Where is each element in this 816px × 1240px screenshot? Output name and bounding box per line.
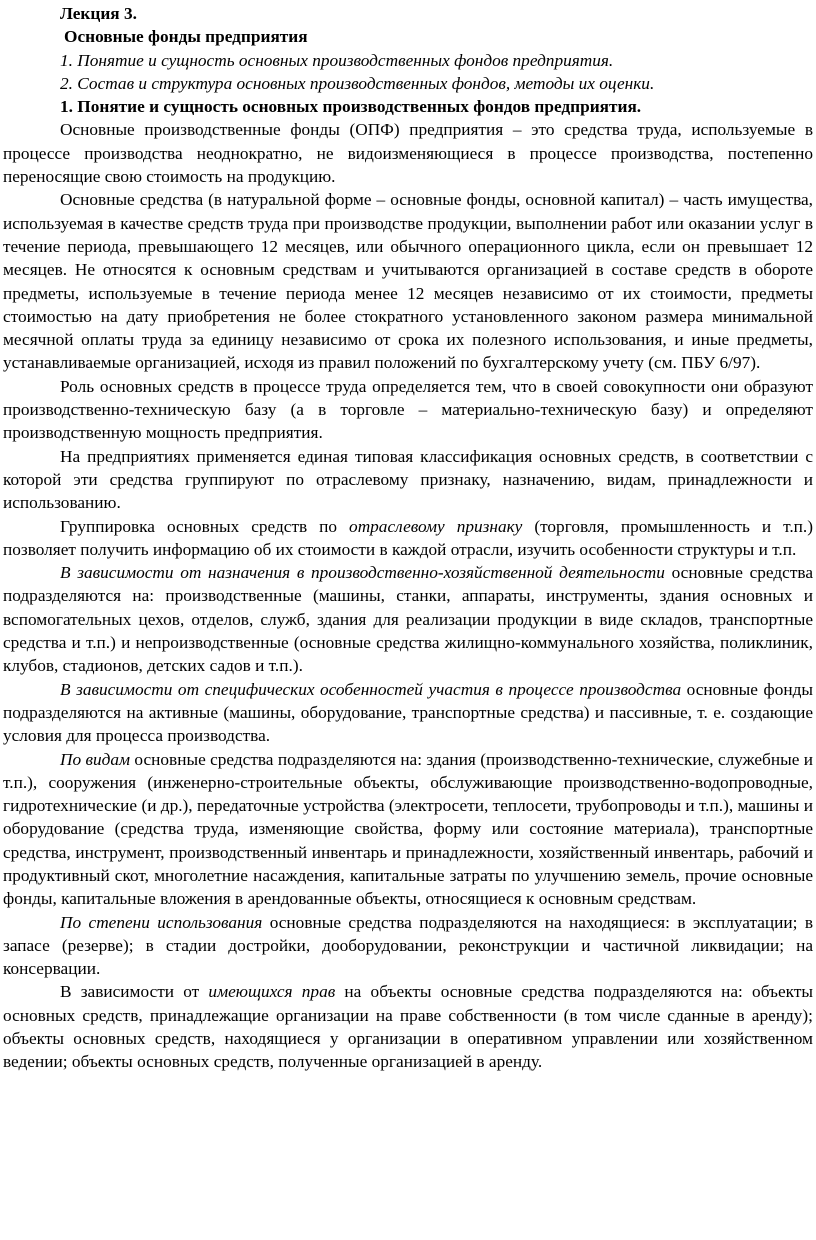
- toc-item-1: 1. Понятие и сущность основных производственных фондов предприятия.: [60, 50, 614, 70]
- emphasis-text: имеющихся прав: [208, 982, 336, 1002]
- emphasis-text: В зависимости от назначения в производственно-хозяйственной деятельности: [60, 563, 665, 583]
- emphasis-text: По видам: [60, 749, 131, 769]
- paragraph-by-rights: [3, 980, 813, 1073]
- paragraph-text: основные средства подразделяются на находящиеся: в эксплуатации; в запасе (резерве); в стадии достройки, дооборудовании, реконструкции и частичной ликвидации; на консервации.: [3, 912, 814, 979]
- paragraph-text: основные средства подразделяются на: производственные (машины, станки, аппараты, инструменты, здания основных и вспомогательных цехов, отделов, служб, здания для реализации продукции в виде складов, транспортные средства и т.п.) и непроизводственные (основные средства жилищно-коммунального хозяйства, поликлиник, клубов, стадионов, детских садов и т.п.).: [3, 563, 813, 676]
- emphasis-text: По степени использования: [60, 912, 263, 932]
- paragraph-industry-grouping: [3, 515, 813, 562]
- paragraph-classification: На предприятиях применяется единая типовая классификация основных средств, в соответствии с которой эти средства группируют по отраслевому признаку, назначению, видам, принадлежности и использованию.: [3, 446, 813, 513]
- section-heading: 1. Понятие и сущность основных производственных фондов предприятия.: [60, 97, 642, 117]
- paragraph-by-types: [3, 748, 813, 911]
- paragraph-text: Группировка основных средств по: [60, 516, 350, 536]
- emphasis-text: отраслевому признаку: [349, 516, 523, 536]
- paragraph-active-passive: [3, 678, 813, 748]
- paragraph-text: основные фонды подразделяются на активные (машины, оборудование, транспортные средства) и пассивные, т. е. создающие условия для процесса производства.: [3, 679, 813, 746]
- lecture-number: Лекция 3.: [60, 4, 137, 23]
- paragraph-by-usage: [3, 911, 813, 981]
- paragraph-fixed-assets-definition: Основные средства (в натуральной форме – основные фонды, основной капитал) – часть имущества, используемая в качестве средств труда при производстве продукции, выполнении работ или оказании услуг в течение периода, превышающего 12 месяцев, или обычного операционного цикла, если он превышает 12 месяцев. Не относятся к основным средствам и учитываются организацией в составе средств в обороте предметы, используемые в течение периода менее 12 месяцев независимо от их стоимости, предметы стоимостью на дату приобретения не более стократного установленного законом размера минимальной месячной оплаты труда за единицу независимо от срока их полезного использования, и иные предметы, устанавливаемые организацией, исходя из правил положений по бухгалтерскому учету (см. ПБУ 6/97).: [3, 190, 813, 373]
- toc-item-2: 2. Состав и структура основных производственных фондов, методы их оценки.: [60, 73, 655, 93]
- paragraph-text: на объекты основные средства подразделяются на: объекты основных средств, принадлежащие организации на праве собственности (в том числе сданные в аренду); объекты основных средств, находящиеся у организации в оперативном управлении или хозяйственном ведении; объекты основных средств, полученные организацией в аренду.: [3, 982, 813, 1072]
- paragraph-role-of-assets: Роль основных средств в процессе труда определяется тем, что в своей совокупности они образуют производственно-техническую базу (а в торговле – материально-техническую базу) и определяют производственную мощность предприятия.: [3, 376, 813, 443]
- emphasis-text: В зависимости от специфических особенностей участия в процессе производства: [60, 679, 682, 699]
- lecture-title: Основные фонды предприятия: [64, 27, 308, 47]
- paragraph-text: основные средства подразделяются на: здания (производственно-технические, служебные и т.п.), сооружения (инженерно-строительные объекты, обслуживающие производственно-водопроводные, гидротехнические (и др.), передаточные устройства (электросети, теплосети, трубопроводы и т.п.), машины и оборудование (средства труда, изменяющие свойства, форму или состояние материала), транспортные средства, инструмент, производственный инвентарь и принадлежности, хозяйственный инвентарь, рабочий и продуктивный скот, многолетние насаждения, капитальные затраты по улучшению земель, прочие основные фонды, капитальные вложения в арендованные объекты, относящиеся к основным средствам.: [3, 749, 813, 909]
- paragraph-text: В зависимости от: [60, 982, 209, 1002]
- paragraph-opf-definition: Основные производственные фонды (ОПФ) предприятия – это средства труда, используемые в процессе производства неоднократно, не видоизменяющиеся в процессе производства, постепенно переносящие свою стоимость на продукцию.: [3, 120, 813, 187]
- paragraph-text: (торговля, промышленность и т.п.) позволяет получить информацию об их стоимости в каждой отрасли, изучить особенности структуры и т.п.: [3, 516, 813, 559]
- paragraph-by-purpose: [3, 561, 813, 677]
